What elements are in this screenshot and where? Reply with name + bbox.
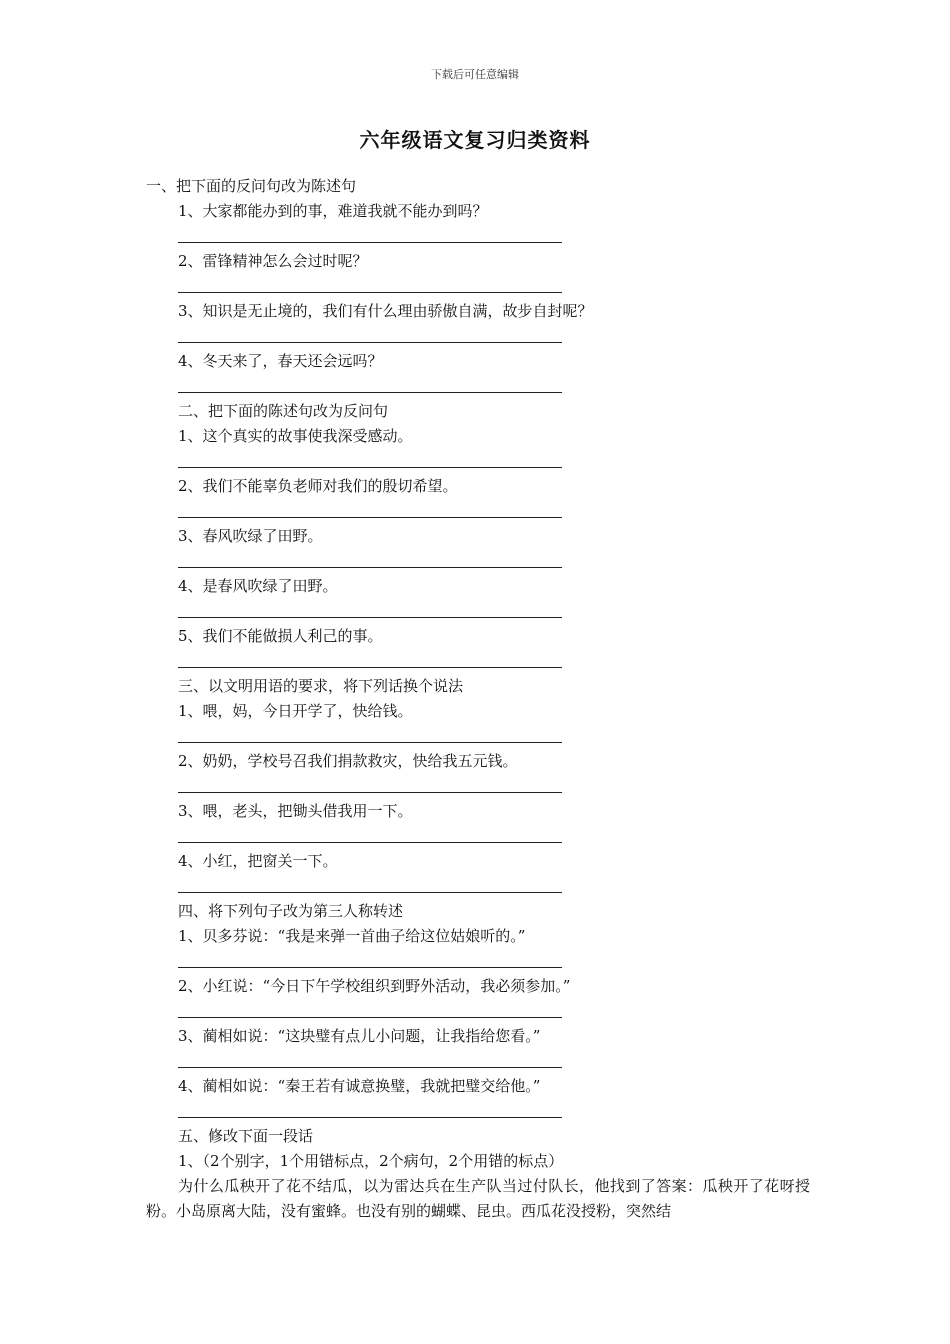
- answer-line[interactable]: [146, 324, 810, 349]
- section-heading: 二、把下面的陈述句改为反问句: [178, 402, 389, 420]
- question-item: 2、我们不能辜负老师对我们的殷切希望。: [178, 477, 458, 495]
- answer-line[interactable]: [146, 374, 810, 399]
- question-item: 3、蔺相如说：“这块璧有点儿小问题，让我指给您看。”: [178, 1027, 541, 1045]
- question-item: 5、我们不能做损人利己的事。: [178, 627, 383, 645]
- section-heading: 五、修改下面一段话: [178, 1127, 314, 1145]
- question-item: 4、蔺相如说：“秦王若有诚意换璧，我就把璧交给他。”: [178, 1077, 541, 1095]
- answer-line[interactable]: [146, 824, 810, 849]
- document-title: 六年级语文复习归类资料: [359, 128, 591, 152]
- answer-line[interactable]: [146, 649, 810, 674]
- passage-paragraph: 为什么瓜秧开了花不结瓜，以为雷达兵在生产队当过付队长，他找到了答案：瓜秧开了花呀授粉。小岛原离大陆，没有蜜蜂。也没有别的蝴蝶、昆虫。西瓜花没授粉，突然结: [146, 1177, 810, 1220]
- answer-line[interactable]: [146, 1049, 810, 1074]
- answer-line[interactable]: [146, 774, 810, 799]
- answer-line[interactable]: [146, 724, 810, 749]
- section-heading: 四、将下列句子改为第三人称转述: [178, 902, 404, 920]
- answer-line[interactable]: [146, 999, 810, 1024]
- question-item: 2、雷锋精神怎么会过时呢？: [178, 252, 368, 270]
- question-item: 4、小红，把窗关一下。: [178, 852, 338, 870]
- question-item: 3、春风吹绿了田野。: [178, 527, 323, 545]
- question-item: 1、大家都能办到的事，难道我就不能办到吗？: [178, 202, 488, 220]
- section-heading: 三、以文明用语的要求，将下列话换个说法: [178, 677, 464, 695]
- answer-line[interactable]: [146, 549, 810, 574]
- answer-line[interactable]: [146, 224, 810, 249]
- section-heading: 一、把下面的反问句改为陈述句: [146, 177, 357, 195]
- question-item: 1、贝多芬说：“我是来弹一首曲子给这位姑娘听的。”: [178, 927, 526, 945]
- answer-line[interactable]: [146, 274, 810, 299]
- question-item: 2、奶奶，学校号召我们捐款救灾，快给我五元钱。: [178, 752, 518, 770]
- answer-line[interactable]: [146, 599, 810, 624]
- question-item: 3、知识是无止境的，我们有什么理由骄傲自满，故步自封呢？: [178, 302, 593, 320]
- question-item: 1、这个真实的故事使我深受感动。: [178, 427, 413, 445]
- answer-line[interactable]: [146, 874, 810, 899]
- answer-line[interactable]: [146, 499, 810, 524]
- document-body: [146, 174, 810, 1224]
- question-item: 2、小红说：“今日下午学校组织到野外活动，我必须参加。”: [178, 977, 571, 995]
- answer-line[interactable]: [146, 949, 810, 974]
- answer-line[interactable]: [146, 449, 810, 474]
- question-item: 3、喂，老头，把锄头借我用一下。: [178, 802, 413, 820]
- question-item: 1、喂，妈，今日开学了，快给钱。: [178, 702, 413, 720]
- question-item: 4、是春风吹绿了田野。: [178, 577, 338, 595]
- header-note: 下载后可任意编辑: [431, 68, 519, 81]
- question-item: 1、（2个别字，1个用错标点，2个病句，2个用错的标点）: [178, 1152, 564, 1170]
- answer-line[interactable]: [146, 1099, 810, 1124]
- question-item: 4、冬天来了，春天还会远吗？: [178, 352, 383, 370]
